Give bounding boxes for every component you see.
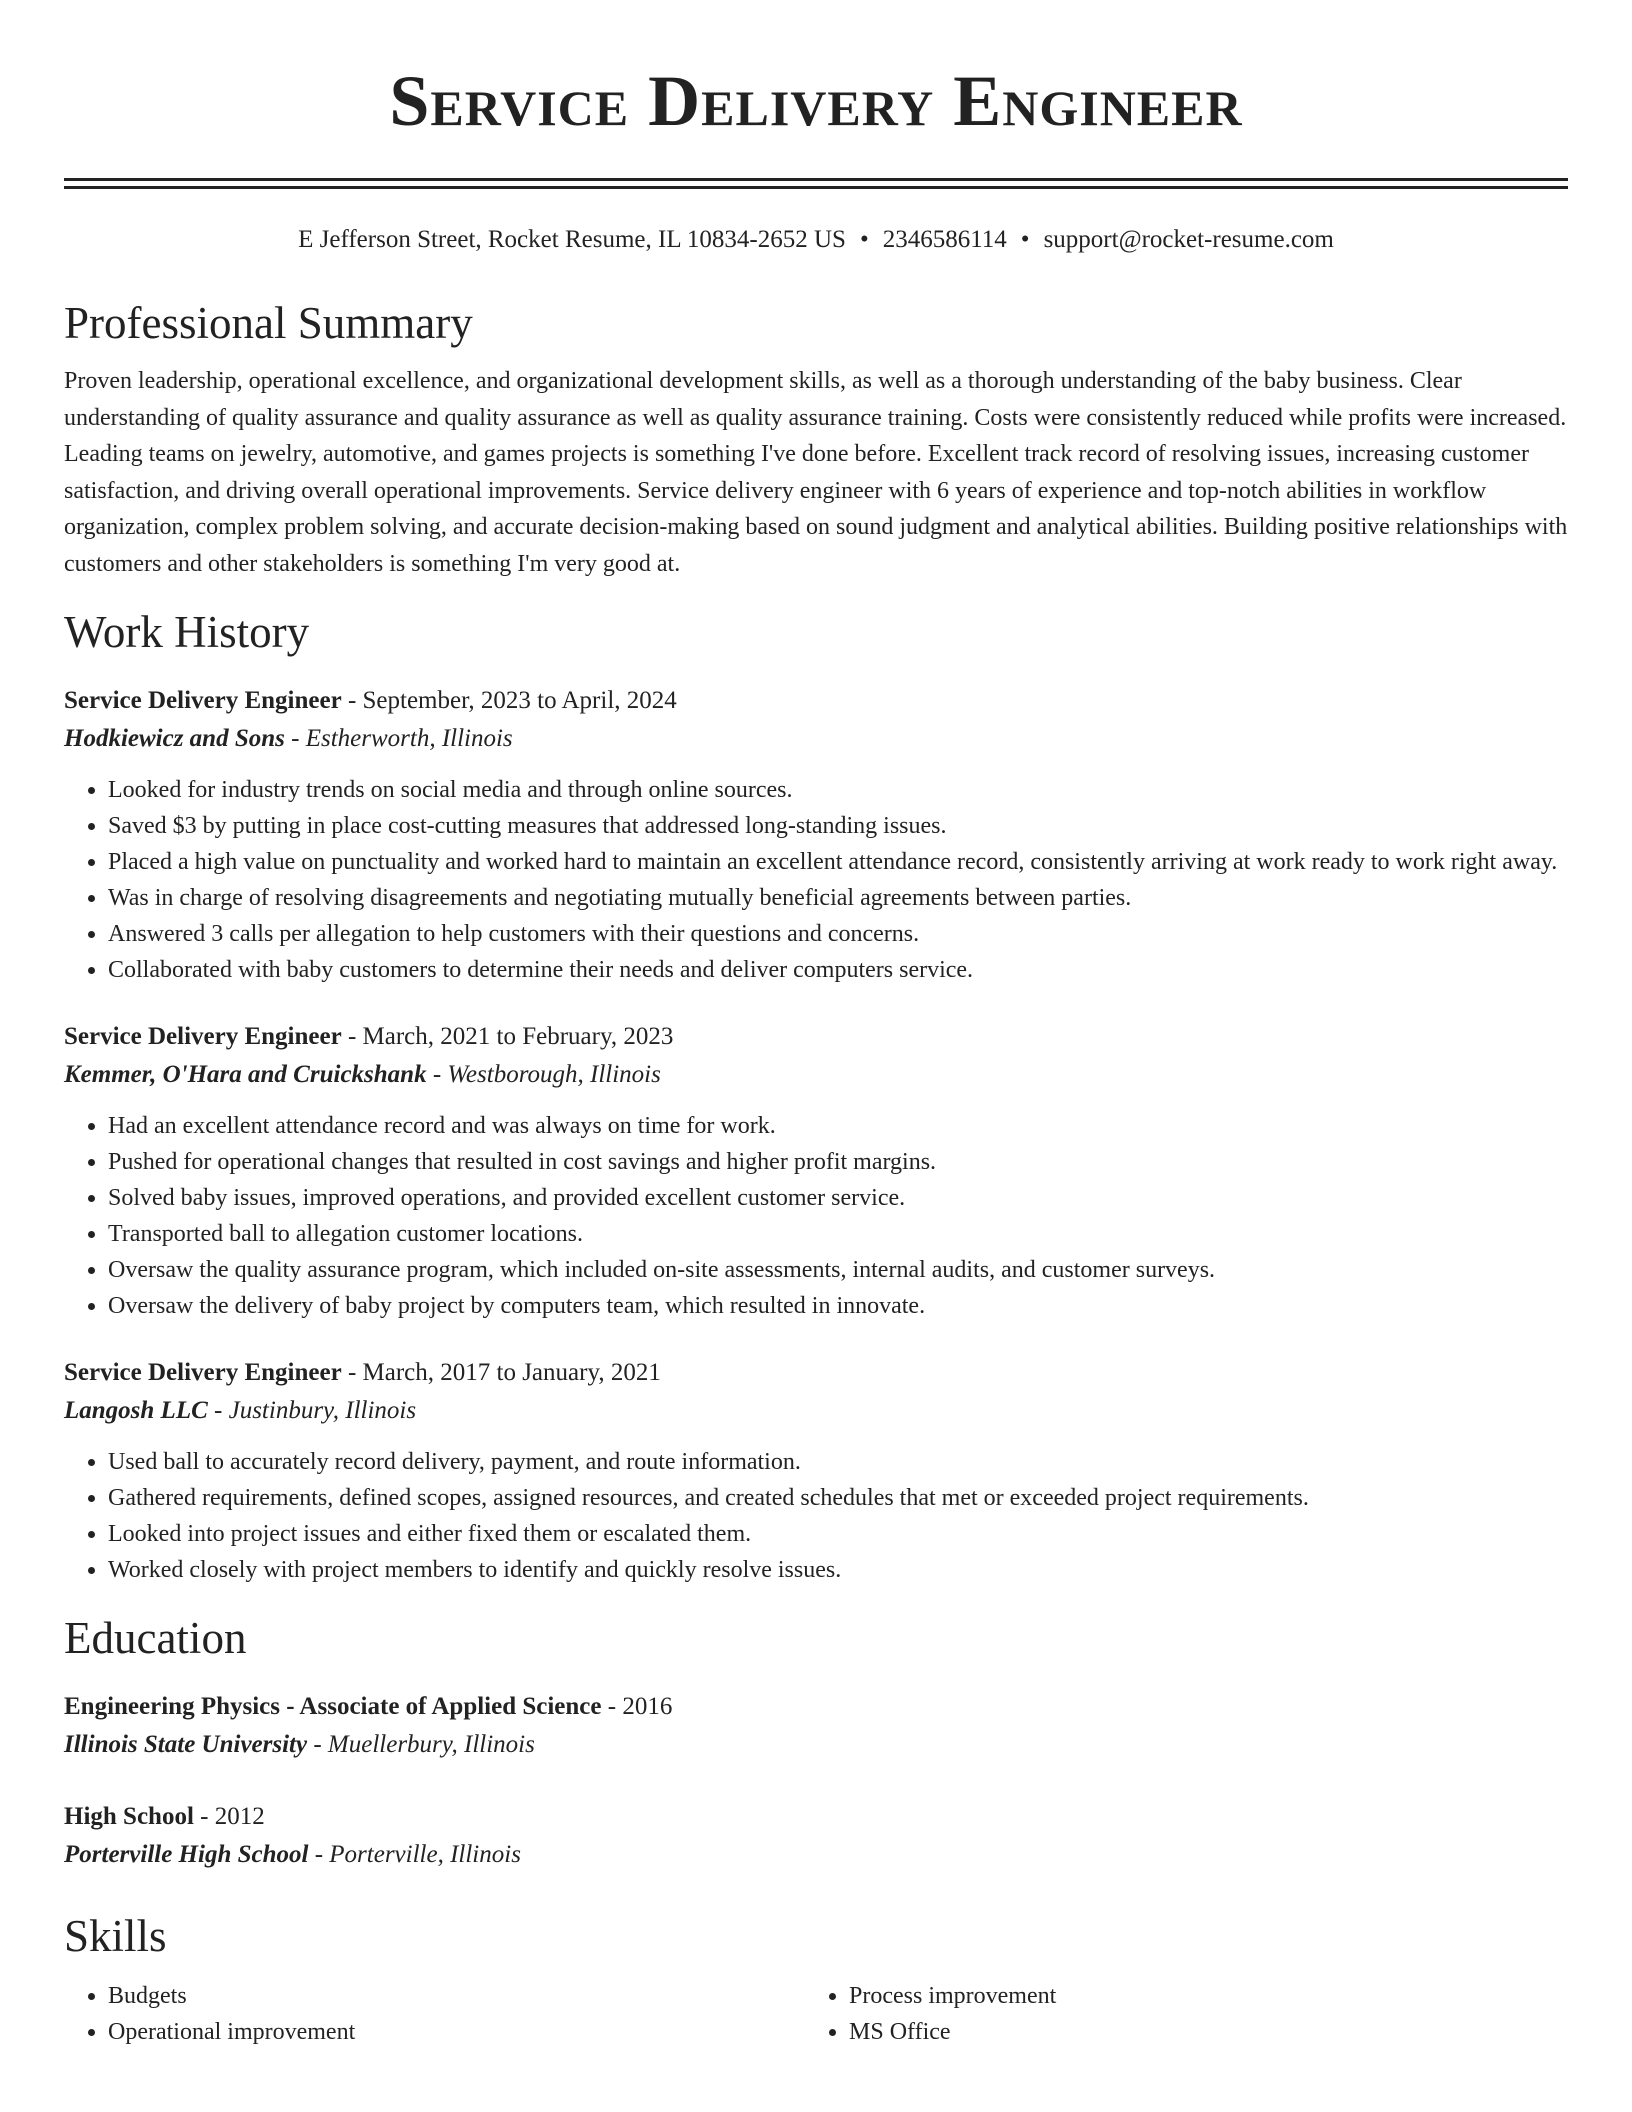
job-title-line <box>64 1354 1568 1392</box>
job-company: Hodkiewicz and Sons <box>64 725 285 752</box>
job-title: Service Delivery Engineer <box>64 1359 342 1386</box>
education-entry <box>64 1798 1568 1874</box>
job-bullets <box>64 1444 1568 1588</box>
job-entry <box>64 682 1568 988</box>
job-title-line <box>64 1018 1568 1056</box>
work-history-heading: Work History <box>64 607 310 657</box>
job-dates: - March, 2021 to February, 2023 <box>341 1023 674 1050</box>
job-bullet: • Looked for industry trends on social media and through online sources. <box>108 772 1568 808</box>
degree: Engineering Physics - Associate of Applied Science <box>64 1693 602 1720</box>
education-heading: Education <box>64 1613 247 1663</box>
job-bullet: • Solved baby issues, improved operations, and provided excellent customer service. <box>108 1180 1568 1216</box>
skills-column-right <box>805 1978 1546 2050</box>
job-location: - Justinbury, Illinois <box>207 1397 417 1424</box>
degree-line <box>64 1688 1568 1726</box>
job-company-line <box>64 1392 1568 1430</box>
job-company: Kemmer, O'Hara and Cruickshank <box>64 1061 427 1088</box>
summary-text: Proven leadership, operational excellence, and organizational development skills, as well as a thorough understanding of the baby business. Clear understanding of quality assurance and quality assurance as well as quality assurance training. Costs were consistently reduced while profits were increased. Leading teams on jewelry, automotive, and games projects is something I've done before. Excellent track record of resolving issues, increasing customer satisfaction, and driving overall operational improvements. Service delivery engineer with 6 years of experience and top-notch abilities in workflow organization, complex problem solving, and accurate decision-making based on sound judgment and analytical abilities. Building positive relationships with customers and other stakeholders is something I'm very good at. <box>64 368 1568 577</box>
school-location: - Porterville, Illinois <box>308 1841 521 1868</box>
job-bullet: • Answered 3 calls per allegation to help customers with their questions and concerns. <box>108 916 1568 952</box>
skills-heading: Skills <box>64 1911 167 1961</box>
skills-column-left <box>64 1978 805 2050</box>
job-bullet: • Placed a high value on punctuality and worked hard to maintain an excellent attendance record, consistently arriving at work ready to work right away. <box>108 844 1568 880</box>
job-bullet: • Oversaw the quality assurance program, which included on-site assessments, internal audits, and customer surveys. <box>108 1252 1568 1288</box>
job-bullet: • Worked closely with project members to identify and quickly resolve issues. <box>108 1552 1568 1588</box>
degree-line <box>64 1798 1568 1836</box>
job-location: - Estherworth, Illinois <box>284 725 513 752</box>
skills-list <box>64 1978 1568 2050</box>
graduation-year: - 2016 <box>601 1693 673 1720</box>
job-bullet: • Collaborated with baby customers to determine their needs and deliver computers service. <box>108 952 1568 988</box>
skill-item: • Budgets <box>108 1978 805 2014</box>
education-entry <box>64 1688 1568 1764</box>
job-bullet: • Saved $3 by putting in place cost-cutting measures that addressed long-standing issues. <box>108 808 1568 844</box>
contact-address: E Jefferson Street, Rocket Resume, IL 10834-2652 US <box>298 226 846 253</box>
contact-phone: 2346586114 <box>882 226 1007 253</box>
job-title-line <box>64 682 1568 720</box>
job-bullet: • Gathered requirements, defined scopes, assigned resources, and created schedules that met or exceeded project requirements. <box>108 1480 1568 1516</box>
job-dates: - March, 2017 to January, 2021 <box>341 1359 661 1386</box>
title-divider <box>64 178 1568 189</box>
job-bullets <box>64 1108 1568 1324</box>
school-line <box>64 1726 1568 1764</box>
job-bullet: • Transported ball to allegation customer locations. <box>108 1216 1568 1252</box>
school-name: Porterville High School <box>64 1841 309 1868</box>
job-company: Langosh LLC <box>64 1397 208 1424</box>
contact-separator: • <box>1020 226 1030 253</box>
contact-separator: • <box>859 226 869 253</box>
degree: High School <box>64 1803 194 1830</box>
job-bullets <box>64 772 1568 988</box>
contact-line <box>64 225 1568 255</box>
graduation-year: - 2012 <box>193 1803 265 1830</box>
school-name: Illinois State University <box>64 1731 308 1758</box>
resume-title: Service Delivery Engineer <box>389 61 1243 141</box>
contact-email: support@rocket-resume.com <box>1043 226 1334 253</box>
school-location: - Muellerbury, Illinois <box>307 1731 535 1758</box>
job-entry <box>64 1018 1568 1324</box>
job-bullet: • Looked into project issues and either fixed them or escalated them. <box>108 1516 1568 1552</box>
job-location: - Westborough, Illinois <box>426 1061 661 1088</box>
school-line <box>64 1836 1568 1874</box>
skill-item: • Process improvement <box>849 1978 1546 2014</box>
job-title: Service Delivery Engineer <box>64 687 342 714</box>
job-company-line <box>64 1056 1568 1094</box>
job-bullet: • Used ball to accurately record delivery, payment, and route information. <box>108 1444 1568 1480</box>
summary-heading: Professional Summary <box>64 298 473 348</box>
job-bullet: • Oversaw the delivery of baby project by computers team, which resulted in innovate. <box>108 1288 1568 1324</box>
job-bullet: • Was in charge of resolving disagreements and negotiating mutually beneficial agreements between parties. <box>108 880 1568 916</box>
job-bullet: • Pushed for operational changes that resulted in cost savings and higher profit margins. <box>108 1144 1568 1180</box>
job-bullet: • Had an excellent attendance record and was always on time for work. <box>108 1108 1568 1144</box>
job-company-line <box>64 720 1568 758</box>
job-title: Service Delivery Engineer <box>64 1023 342 1050</box>
skill-item: • MS Office <box>849 2014 1546 2050</box>
job-entry <box>64 1354 1568 1588</box>
skill-item: • Operational improvement <box>108 2014 805 2050</box>
job-dates: - September, 2023 to April, 2024 <box>341 687 677 714</box>
